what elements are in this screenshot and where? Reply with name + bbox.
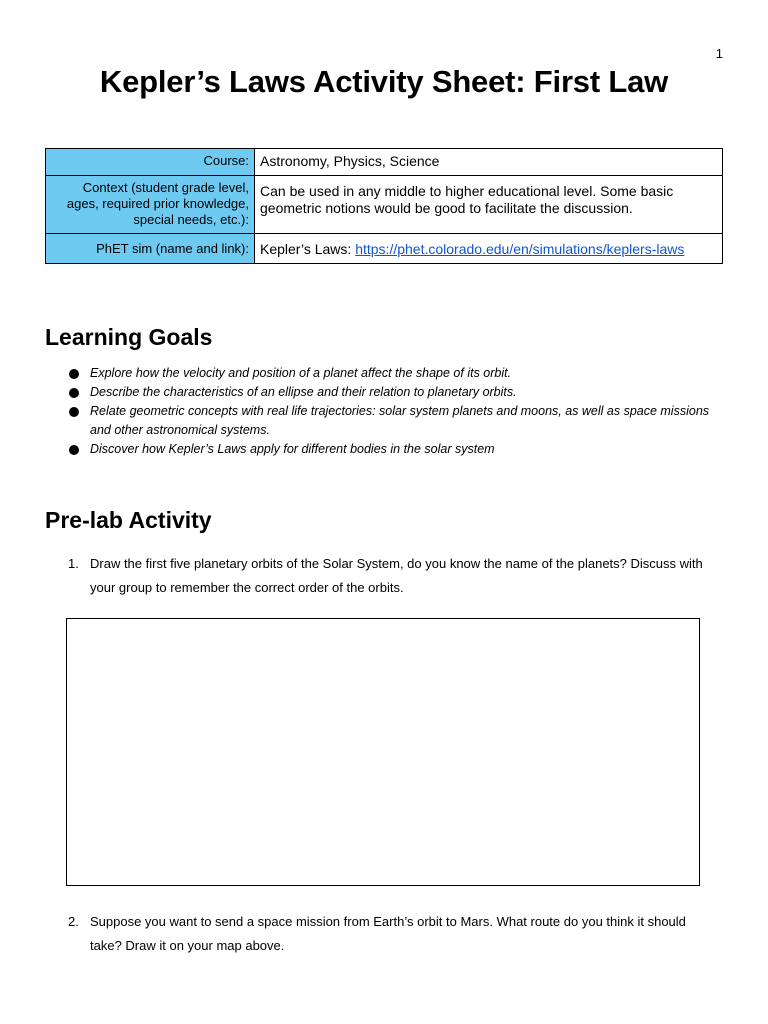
question-number: 1. bbox=[68, 556, 79, 571]
course-value: Astronomy, Physics, Science bbox=[255, 149, 723, 176]
goal-text: Relate geometric concepts with real life trajectories: solar system planets and moons, as well as space missions and other astronomical systems. bbox=[90, 404, 710, 437]
question-text: Draw the first five planetary orbits of the Solar System, do you know the name of the planets? Discuss with your group to remember the correct order of the orbits. bbox=[90, 556, 703, 595]
context-value: Can be used in any middle to higher educational level. Some basic geometric notions would be good to facilitate the discussion. bbox=[255, 176, 723, 234]
learning-goals-heading: Learning Goals bbox=[45, 324, 213, 350]
drawing-answer-box[interactable] bbox=[66, 618, 700, 886]
context-row bbox=[46, 176, 723, 234]
phet-simulation-link[interactable]: https://phet.colorado.edu/en/simulations/keplers-laws bbox=[355, 241, 685, 257]
list-item bbox=[45, 383, 725, 402]
goal-text: Explore how the velocity and position of a planet affect the shape of its orbit. bbox=[90, 366, 512, 380]
page-title: Kepler’s Laws Activity Sheet: First Law bbox=[99, 64, 669, 99]
question-1 bbox=[68, 552, 718, 600]
question-2 bbox=[68, 910, 718, 958]
list-item bbox=[45, 364, 725, 383]
phet-row bbox=[46, 234, 723, 264]
question-text: Suppose you want to send a space mission from Earth’s orbit to Mars. What route do you think it should take? Draw it on your map above. bbox=[90, 914, 686, 953]
prelab-heading: Pre-lab Activity bbox=[45, 507, 212, 533]
goal-text: Discover how Kepler’s Laws apply for different bodies in the solar system bbox=[90, 442, 495, 456]
learning-goals-list bbox=[45, 364, 725, 459]
page-number: 1 bbox=[715, 46, 723, 61]
phet-label: PhET sim (name and link): bbox=[46, 234, 255, 264]
info-table bbox=[45, 148, 723, 264]
phet-prefix: Kepler’s Laws: bbox=[260, 241, 356, 257]
list-item bbox=[45, 440, 725, 459]
course-label: Course: bbox=[46, 149, 255, 176]
bullet-icon bbox=[69, 369, 79, 379]
course-row bbox=[46, 149, 723, 176]
bullet-icon bbox=[69, 388, 79, 398]
phet-value bbox=[255, 234, 723, 264]
context-label: Context (student grade level, ages, required prior knowledge, special needs, etc.): bbox=[46, 176, 255, 234]
bullet-icon bbox=[69, 445, 79, 455]
goal-text: Describe the characteristics of an ellipse and their relation to planetary orbits. bbox=[90, 385, 517, 399]
question-number: 2. bbox=[68, 914, 79, 929]
list-item bbox=[45, 402, 725, 440]
bullet-icon bbox=[69, 407, 79, 417]
